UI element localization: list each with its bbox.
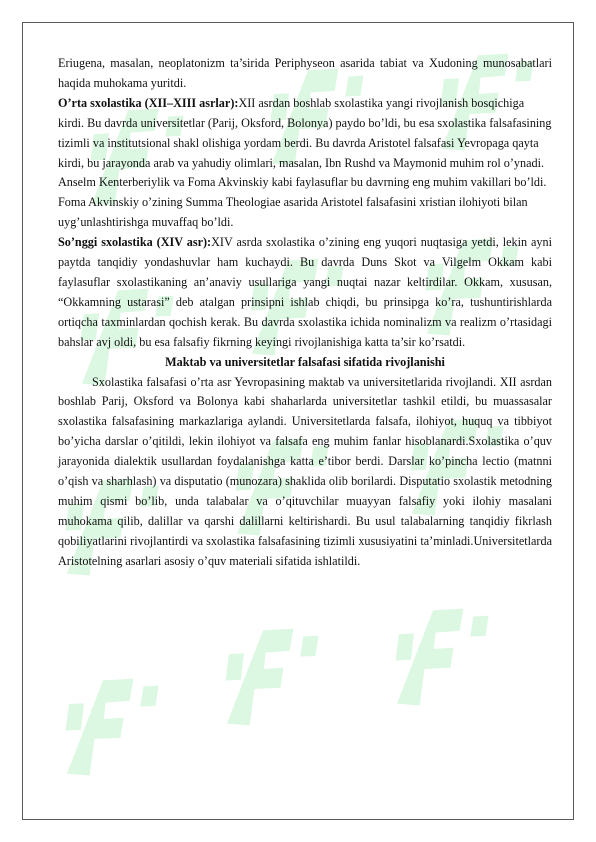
middle-scholasticism-heading: O’rta sxolastika (XII–XIII asrlar): — [58, 95, 239, 110]
paragraph-universities: Sxolastika falsafasi o’rta asr Yevropasining maktab va universitetlarida rivojlandi. XII asrdan boshlab Parij, Oksford va Bolonya kabi shaharlarda universitetlar tashkil etildi, bu muassasalar sxolastika falsafasining markazlariga aylandi. Universitetlarda falsafa, ilohiyot, huquq va tibbiyot bo’yicha darslar o’qitildi, lekin ilohiyot va falsafa eng muhim fanlar hisoblanardi.Sxolastika o’quv jarayonida dialektik usullardan foydalanishga katta e’tibor berdi. Darslar ko’pincha lectio (matnni o’qish va sharhlash) va disputatio (munozara) shaklida olib borilardi. Disputatio sxolastik metodning muhim qismi bo’lib, unda talabalar va o’qituvchilar muayyan falsafiy yoki ilohiy masalani muhokama qilib, dalillar va qarshi dalillarni keltirishardi. Bu usul talabalarning tanqidiy fikrlash qobiliyatlarini rivojlantirdi va sxolastika falsafasining tizimli xususiyatini ta’minladi.Universitetlarda Aristotelning asarlari asosiy o’quv materiali sifatida ishlatildi. — [58, 374, 552, 568]
document-body — [58, 54, 552, 572]
middle-scholasticism-text: XII asrdan boshlab sxolastika yangi rivojlanish bosqichiga kirdi. Bu davrda universitetlar (Parij, Oksford, Bolonya) paydo bo’ldi, bu esa sxolastika falsafasining tizimli va institutsional shakl olishiga yordam berdi. Bu davrda Aristotel falsafasi Yevropaga qayta kirdi, bu jarayonda arab va yahudiy olimlari, masalan, Ibn Rushd va Maymonid muhim rol o’ynadi. Anselm Kenterberiylik va Foma Akvinskiy kabi faylasuflar bu davrning eng muhim vakillari bo’ldi. Foma Akvinskiy o’zining Summa Theologiae asarida Aristotel falsafasini xristian ilohiyoti bilan uyg’unlashtirishga muvaffaq bo’ldi. — [58, 95, 552, 230]
late-scholasticism-text: XIV asrda sxolastika o’zining eng yuqori nuqtasiga yetdi, lekin ayni paytda tanqidiy yondashuvlar ham kuchaydi. Bu davrda Duns Skot va Vilgelm Okkam kabi faylasuflar sxolastikaning an’anaviy usullariga yangi nuqtai nazar keltirdilar. Okkam, xususan, “Okkamning ustarasi” deb atalgan prinsipni ishlab chiqdi, bu prinsipga ko’ra, tushuntirishlarda ortiqcha taxminlardan qochish kerak. Bu davrda sxolastika ichida nominalizm va realizm o’rtasidagi bahslar avj oldi, bu esa falsafiy fikrning keyingi rivojlanishiga katta ta’sir ko’rsatdi. — [58, 235, 552, 349]
paragraph-late-scholasticism — [58, 233, 552, 352]
paragraph-middle-scholasticism — [58, 94, 552, 233]
paragraph-eriugena: Eriugena, masalan, neoplatonizm ta’sirida Periphyseon asarida tabiat va Xudoning munosabatlari haqida muhokama yuritdi. — [58, 56, 552, 90]
late-scholasticism-heading: So’nggi sxolastika (XIV asr): — [58, 235, 212, 250]
section-heading: Maktab va universitetlar falsafasi sifatida rivojlanishi — [165, 354, 445, 369]
